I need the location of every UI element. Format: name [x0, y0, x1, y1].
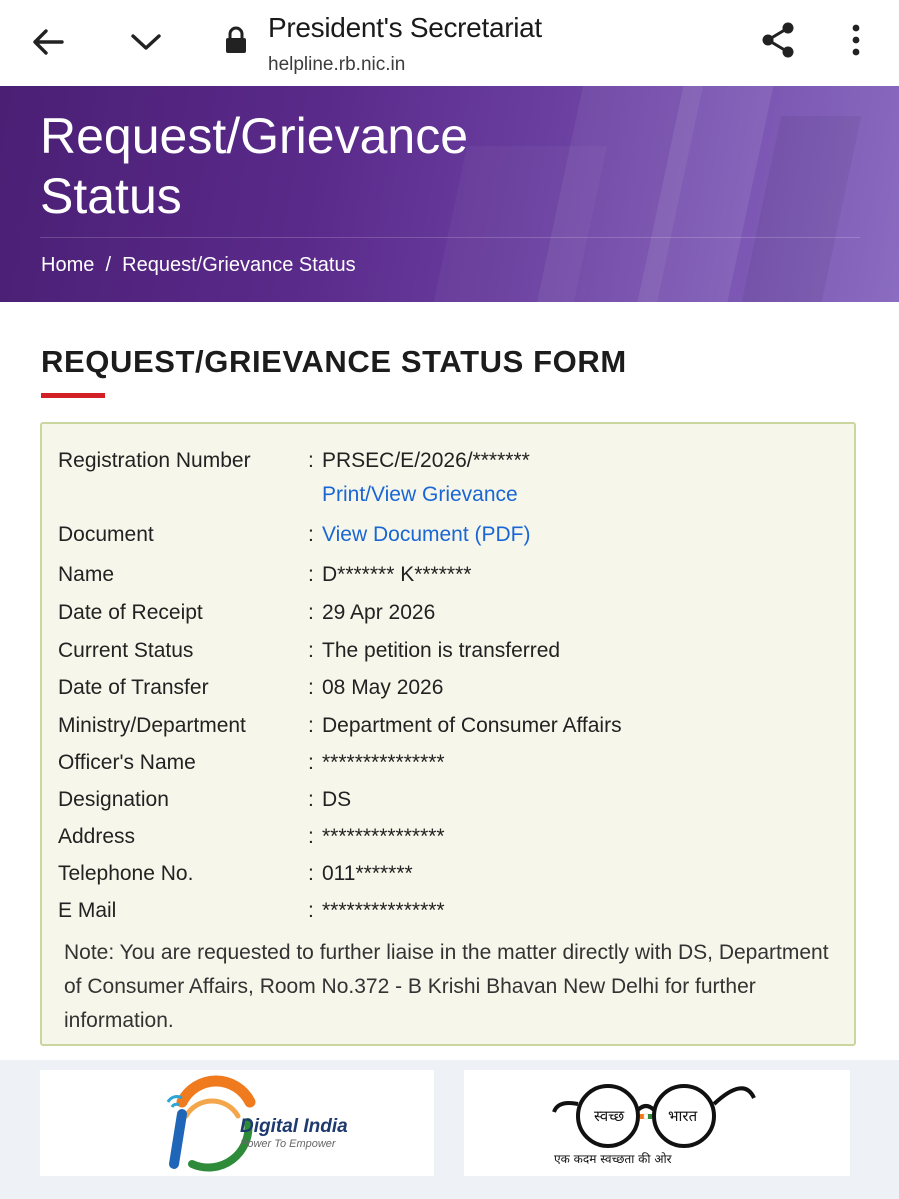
field-designation [58, 785, 351, 815]
field-colon: : [308, 676, 314, 699]
field-address [58, 822, 445, 852]
field-colon: : [308, 639, 314, 662]
field-email [58, 896, 445, 926]
field-value: PRSEC/E/2026/******* [322, 449, 530, 472]
page-title: Request/Grievance Status [40, 108, 469, 224]
field-current-status [58, 636, 560, 666]
field-value: D******* K******* [322, 563, 472, 586]
field-value: DS [322, 788, 352, 811]
field-value: *************** [322, 899, 445, 922]
field-value: *************** [322, 751, 445, 774]
banner-divider [40, 237, 860, 238]
field-colon: : [308, 899, 314, 922]
field-colon: : [308, 751, 314, 774]
field-label: Name [58, 563, 115, 586]
digital-india-tagline: Power To Empower [240, 1138, 336, 1150]
field-label: Address [58, 825, 136, 848]
field-date-of-transfer [58, 673, 443, 703]
field-telephone [58, 859, 413, 889]
field-colon: : [308, 449, 314, 472]
field-label: E Mail [58, 899, 117, 922]
site-url[interactable]: helpline.rb.nic.in [268, 54, 406, 75]
heading-underline [41, 393, 105, 398]
field-label: Date of Receipt [58, 601, 203, 624]
field-value: 29 Apr 2026 [322, 601, 436, 624]
swachh-bharat-logo[interactable] [464, 1070, 850, 1176]
field-colon: : [308, 601, 314, 624]
digital-india-name: Digital India [240, 1116, 348, 1137]
swachh-word: स्वच्छ [594, 1107, 625, 1125]
breadcrumb-home[interactable]: Home [41, 254, 95, 276]
field-ministry-department [58, 711, 622, 741]
field-officer-name [58, 748, 445, 778]
field-label: Current Status [58, 639, 194, 662]
view-document-link[interactable]: View Document (PDF) [322, 523, 531, 546]
field-label: Registration Number [58, 449, 251, 472]
footer [0, 1060, 899, 1199]
field-print-view [58, 480, 518, 510]
field-value: 011******* [322, 862, 413, 885]
field-document [58, 520, 531, 550]
breadcrumb-current: Request/Grievance Status [122, 254, 356, 276]
print-view-grievance-link[interactable]: Print/View Grievance [322, 483, 518, 506]
lock-icon[interactable] [218, 20, 254, 60]
swachh-bharat-tagline: एक कदम स्वच्छता की ओर [554, 1152, 672, 1166]
field-label: Date of Transfer [58, 676, 209, 699]
chevron-down-icon[interactable] [124, 20, 168, 64]
field-colon: : [308, 862, 314, 885]
form-heading: REQUEST/GRIEVANCE STATUS FORM [41, 344, 627, 379]
bharat-word: भारत [668, 1107, 698, 1125]
field-colon: : [308, 523, 314, 546]
field-date-of-receipt [58, 598, 435, 628]
field-value: The petition is transferred [322, 639, 561, 662]
field-value: Department of Consumer Affairs [322, 714, 622, 737]
note-text: Note: You are requested to further liaise in the matter directly with DS, Department of Consumer Affairs, Room No.372 - B Krishi Bhavan New Delhi for further information. [64, 941, 829, 1032]
site-title[interactable]: President's Secretariat [268, 12, 542, 43]
share-icon[interactable] [756, 18, 800, 62]
field-value: *************** [322, 825, 445, 848]
field-registration-number [58, 446, 530, 476]
breadcrumb-separator: / [94, 254, 123, 276]
breadcrumb [41, 254, 356, 277]
field-colon: : [308, 788, 314, 811]
page-banner [0, 86, 899, 302]
field-name [58, 560, 471, 590]
digital-india-logo[interactable] [40, 1070, 434, 1176]
back-arrow-icon[interactable] [26, 20, 70, 64]
field-label: Designation [58, 788, 169, 811]
field-value: 08 May 2026 [322, 676, 444, 699]
browser-toolbar [0, 0, 899, 86]
field-label: Telephone No. [58, 862, 194, 885]
field-colon: : [308, 825, 314, 848]
field-label: Document [58, 523, 154, 546]
field-colon: : [308, 714, 314, 737]
field-colon: : [308, 563, 314, 586]
field-label: Ministry/Department [58, 714, 246, 737]
status-panel [40, 422, 856, 1046]
field-label: Officer's Name [58, 751, 196, 774]
more-options-icon[interactable] [836, 18, 876, 62]
